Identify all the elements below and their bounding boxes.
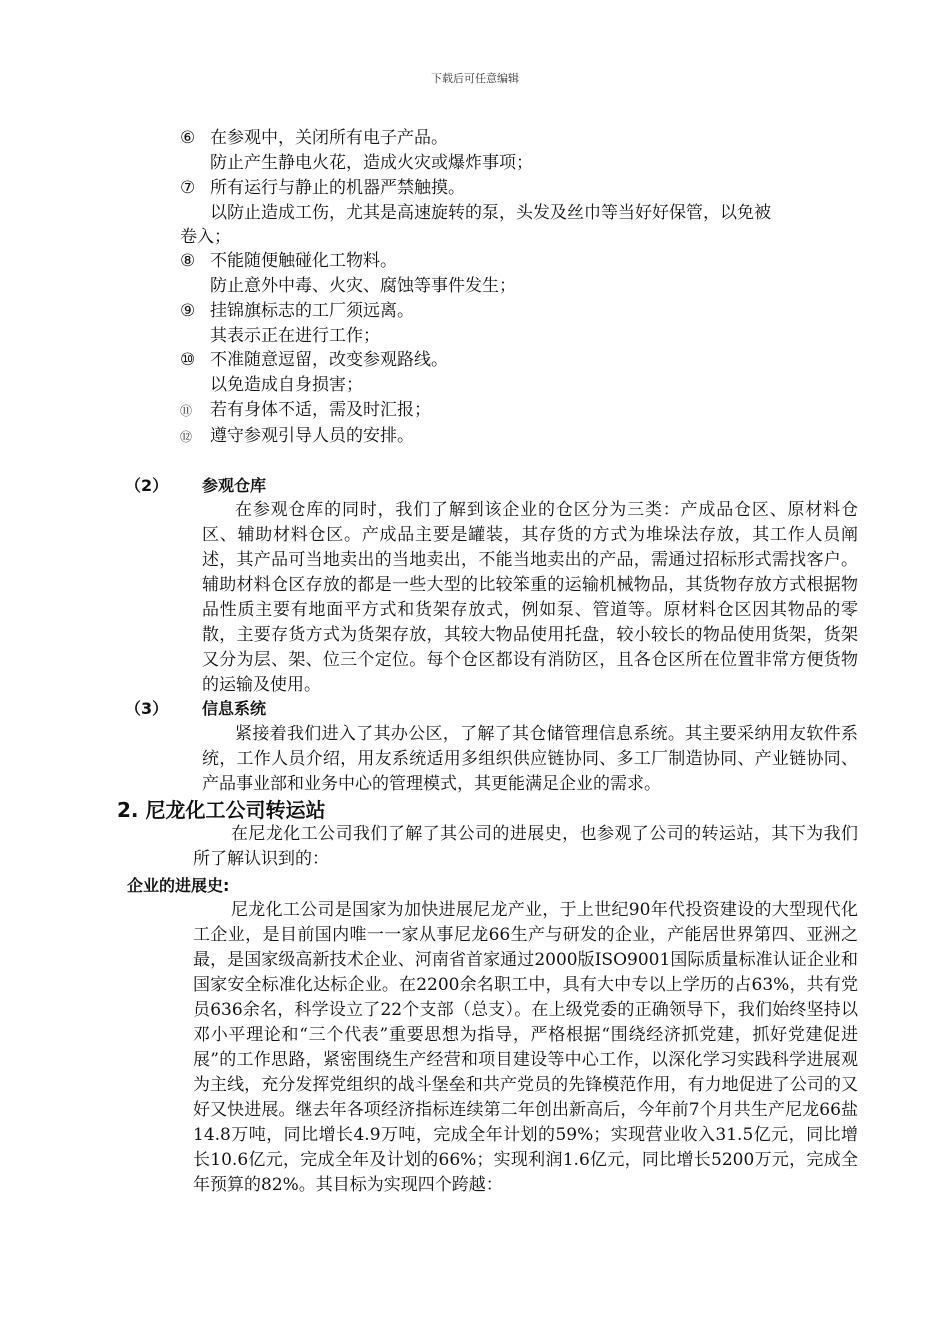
rule-number: ⑫: [180, 430, 193, 444]
rule-item: [180, 176, 465, 200]
rule-text: 在参观中，关闭所有电子产品。: [210, 128, 448, 148]
section-body: [202, 722, 858, 797]
history-heading: 企业的进展史:: [127, 876, 230, 895]
section-number: （2）: [125, 476, 169, 495]
section-title: 信息系统: [202, 699, 267, 718]
rule-number: ⑩: [180, 350, 196, 370]
rule-note: 防止意外中毒、火灾、腐蚀等事件发生；: [210, 276, 516, 296]
paragraph: 在尼龙化工公司我们了解了其公司的进展史，也参观了公司的转运站，其下为我们所了解认识到的：: [193, 824, 858, 869]
rule-text: 所有运行与静止的机器严禁触摸。: [210, 178, 465, 198]
paragraph: 尼龙化工公司是国家为加快进展尼龙产业，于上世纪90年代投资建设的大型现代化工企业，是目前国内唯一一家从事尼龙66生产与研发的企业，产能居世界第四、亚洲之最，是国家级高新技术企业、河南省首家通过2000版ISO9001国际质量标准认证企业和国家安全标准化达标企业。在2200余名职工中，具有大中专以上学历的占63%，共有党员636余名，科学设立了22个支部（总支）。在上级党委的正确领导下，我们始终坚持以邓小平理论和“三个代表”重要思想为指导，严格根据“围绕经济抓党建，抓好党建促进展”的工作思路，紧密围绕生产经营和项目建设等中心工作，以深化学习实践科学进展观为主线，充分发挥党组织的战斗堡垒和共产党员的先锋模范作用，有力地促进了公司的又好又快进展。继去年各项经济指标连续第二年创出新高后，今年前7个月共生产尼龙66盐14.8万吨，同比增长4.9万吨，完成全年计划的59%；实现营业收入31.5亿元，同比增长10.6亿元，完成全年及计划的66%；实现利润1.6亿元，同比增长5200万元，完成全年预算的82%。其目标为实现四个跨越：: [193, 900, 858, 1195]
chapter-intro: [193, 822, 858, 872]
section-number: （3）: [125, 699, 169, 718]
paragraph: 紧接着我们进入了其办公区，了解了其仓储管理信息系统。其主要采纳用友软件系统，工作人员介绍，用友系统适用多组织供应链协同、多工厂制造协同、产业链协同、产品事业部和业务中心的管理模式，其更能满足企业的需求。: [202, 724, 858, 794]
rule-note: 卷入；: [180, 227, 231, 247]
rule-item: [180, 126, 448, 150]
rule-text: 遵守参观引导人员的安排。: [210, 426, 414, 446]
history-body: [193, 898, 858, 1198]
rule-item: [180, 348, 448, 372]
rule-text: 若有身体不适，需及时汇报；: [210, 400, 431, 420]
rule-note: 防止产生静电火花，造成火灾或爆炸事项；: [210, 153, 533, 173]
rule-item: [180, 299, 414, 323]
rule-note: 以防止造成工伤，尤其是高速旋转的泵，头发及丝巾等当好好保管，以免被: [210, 203, 771, 223]
rule-text: 不准随意逗留，改变参观路线。: [210, 350, 448, 370]
chapter-title: 2. 尼龙化工公司转运站: [117, 798, 326, 822]
rule-number: ⑨: [180, 301, 196, 321]
rule-item: [180, 249, 397, 273]
rule-number: ⑦: [180, 178, 196, 198]
section-body: [202, 498, 858, 698]
rule-note: 其表示正在进行工作；: [210, 326, 380, 346]
rule-number: ⑥: [180, 128, 196, 148]
section-title: 参观仓库: [202, 476, 267, 495]
paragraph: 在参观仓库的同时，我们了解到该企业的仓区分为三类：产成品仓区、原材料仓区、辅助材料仓区。产成品主要是罐装，其存货的方式为堆垛法存放，其工作人员阐述，其产品可当地卖出的当地卖出，不能当地卖出的产品，需通过招标形式需找客户。辅助材料仓区存放的都是一些大型的比较笨重的运输机械物品，其货物存放方式根据物品性质主要有地面平方式和货架存放式，例如泵、管道等。原材料仓区因其物品的零散，主要存货方式为货架存放，其较大物品使用托盘，较小较长的物品使用货架，货架又分为层、架、位三个定位。每个仓区都设有消防区，且各仓区所在位置非常方便货物的运输及使用。: [202, 500, 858, 695]
rule-text: 挂锦旗标志的工厂须远离。: [210, 301, 414, 321]
rule-text: 不能随便触碰化工物料。: [210, 251, 397, 271]
rule-number: ⑪: [180, 404, 193, 418]
rule-item: [180, 398, 431, 423]
rule-note: 以免造成自身损害；: [210, 375, 363, 395]
rule-item: [180, 424, 414, 449]
page-header: 下载后可任意编辑: [431, 72, 519, 85]
rule-number: ⑧: [180, 251, 196, 271]
